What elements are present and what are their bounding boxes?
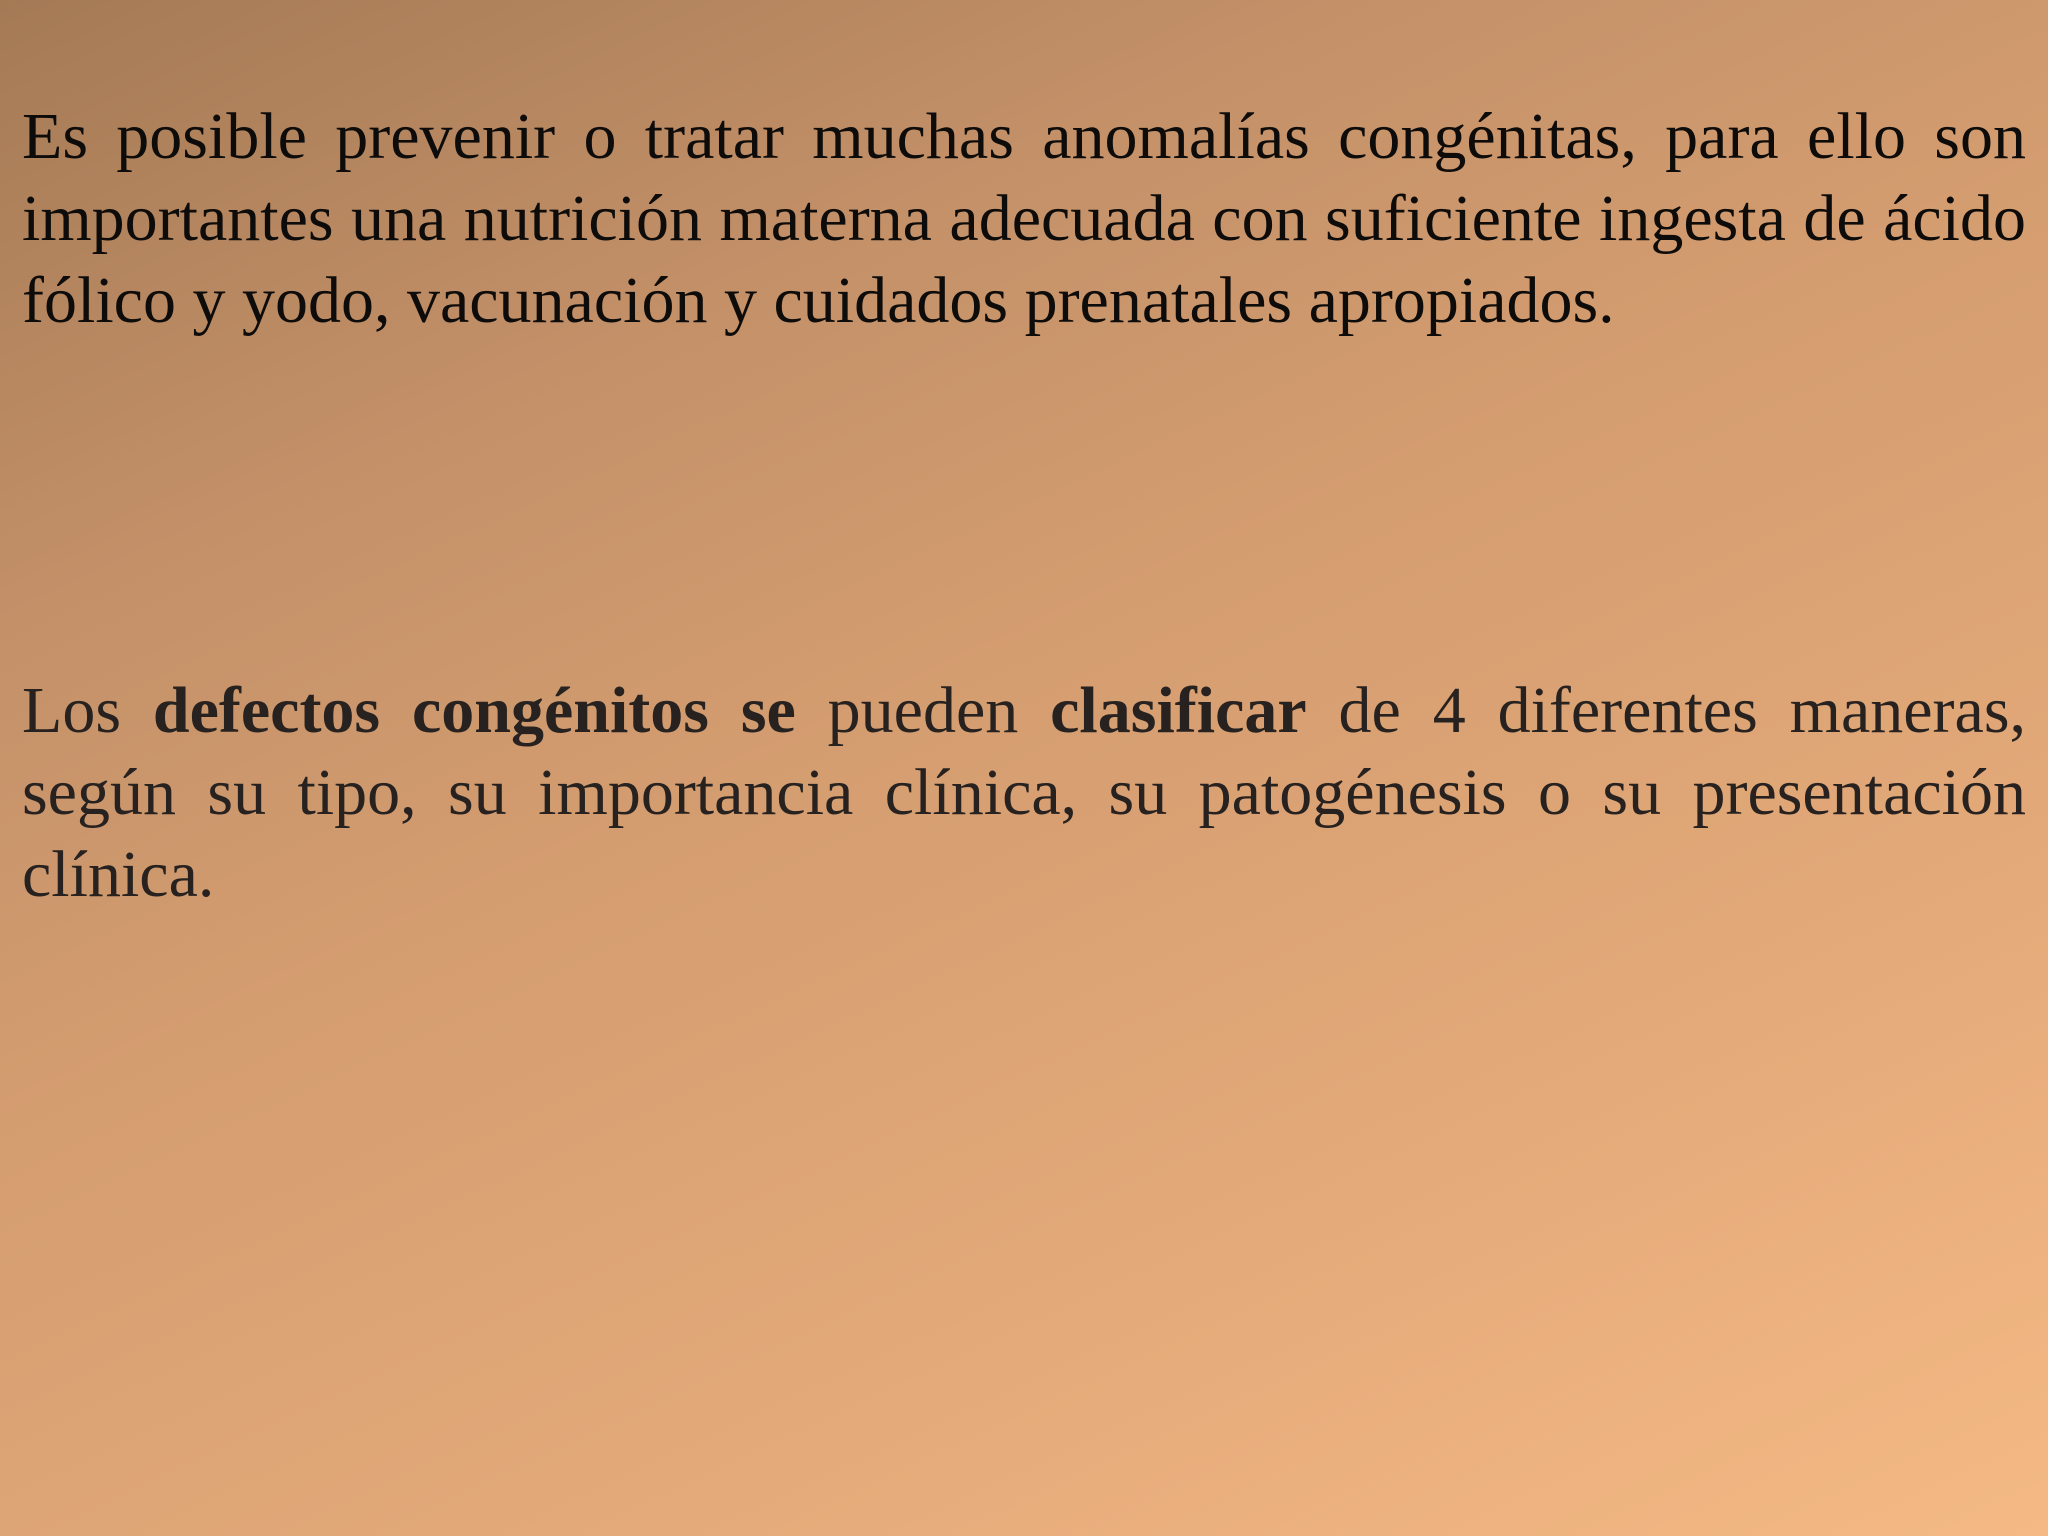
classification-text-rest: de 4 diferentes maneras, según su tipo, su importancia clínica, su patogénesis o su presentación clínica. [22,674,2027,911]
paragraph-classification [22,670,2026,916]
classification-text-pueden: pueden [795,674,1051,747]
paragraph-prevention-text: Es posible prevenir o tratar muchas anomalías congénitas, para ello son importantes una nutrición materna adecuada con suficiente ingesta de ácido fólico y yodo, vacunación y cuidados prenatales apropiados. [22,100,2026,337]
classification-bold-clasificar: clasificar [1050,674,1307,747]
classification-bold-defectos: defectos congénitos se [152,674,796,747]
classification-text-los: Los [22,674,153,747]
paragraph-prevention [22,96,2026,342]
